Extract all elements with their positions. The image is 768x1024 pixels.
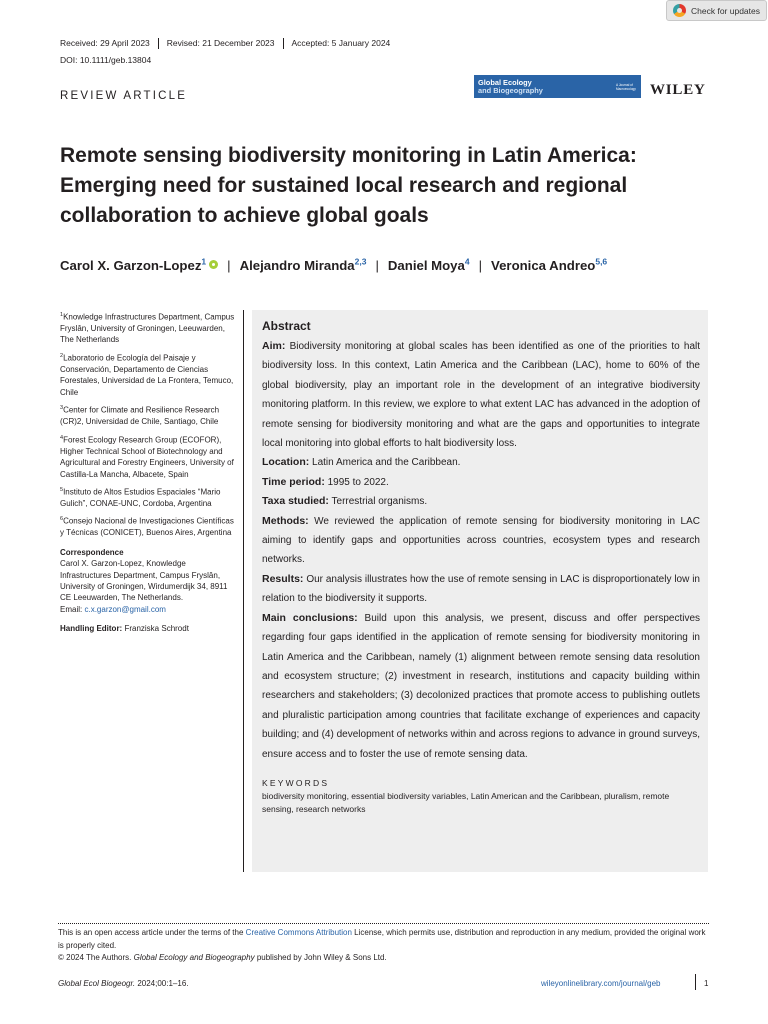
keywords-heading: KEYWORDS — [262, 777, 330, 788]
journal-name-line2: and Biogeography — [478, 85, 543, 95]
abstract-location: Location: Latin America and the Caribbean. — [262, 456, 461, 469]
accepted-date: Accepted: 5 January 2024 — [291, 38, 391, 48]
abstract-methods: Methods: We reviewed the application of remote sensing for biodiversity monitoring in LAC aiming to identify gaps and opportunities across countries, ecosystem types and research networks. — [262, 514, 700, 566]
author-separator: | — [375, 258, 379, 274]
abstract-results: Results: Our analysis illustrates how the use of remote sensing in LAC is disproportionately low in relation to the biodiversity it supports. — [262, 572, 700, 605]
license-text: This is an open access article under the terms of the Creative Commons Attribution License, which permits use, distribution and reproduction in any medium, provided the original work is properly cited. © 2024 The Authors. Global Ecology and Biogeography published by John Wiley & Sons Ltd. — [58, 928, 706, 963]
column-divider — [243, 310, 244, 872]
received-date: Received: 29 April 2023 — [60, 38, 159, 49]
license-link[interactable]: Creative Commons Attribution — [245, 928, 352, 937]
revised-date: Revised: 21 December 2023 — [159, 38, 284, 49]
orcid-icon[interactable] — [209, 260, 218, 269]
history-dates — [60, 38, 398, 49]
footer-separator — [695, 974, 696, 990]
footer-divider — [58, 923, 709, 924]
article-type: REVIEW ARTICLE — [60, 90, 188, 102]
email-link[interactable]: c.x.garzon@gmail.com — [84, 604, 166, 614]
keywords: biodiversity monitoring, essential biodiversity variables, Latin American and the Caribbean, pluralism, remote sensing, research networks — [262, 790, 670, 815]
handling-editor: Handling Editor: Franziska Schrodt — [60, 624, 189, 634]
journal-name — [474, 79, 616, 95]
author[interactable]: Alejandro Miranda$^{2,3}$ — [239, 257, 367, 274]
affiliation: $^5$Instituto de Altos Estudios Espaciales “Mario Gulich”, CONAE-UNC, Cordoba, Argentina — [60, 486, 221, 508]
affiliation: $^6$Consejo Nacional de Investigaciones Científicas y Técnicas (CONICET), Buenos Aires, Argentina — [60, 516, 234, 538]
check-for-updates-button[interactable] — [666, 0, 767, 21]
author[interactable]: Carol X. Garzon-Lopez$^1$ — [60, 257, 207, 274]
abstract-conclusions: Main conclusions: Build upon this analysis, we present, discuss and offer perspectives regarding four gaps identified in the application of remote sensing for biodiversity monitoring in Latin America and the Caribbean, namely (1) alignment between remote sensing data resolution and ecosystem structure; (2) investment in research, institutions and capacity building within researchers and stakeholders; (3) decolonized practices that promote access to publishing outlets and pluralistic participation among countries that facilitate exchange of experiences and capacity building; and (4) development of networks within and across regions to advance in ground surveys, ensure access and to foster the use of remote sensing data. — [262, 611, 701, 760]
citation: Global Ecol Biogeogr. 2024;00:1–16. — [58, 979, 189, 988]
publisher-logo[interactable]: WILEY — [650, 82, 706, 98]
doi[interactable]: DOI: 10.1111/geb.13804 — [60, 55, 152, 65]
author[interactable]: Daniel Moya$^4$ — [387, 257, 470, 274]
author-separator: | — [227, 258, 231, 274]
journal-logo[interactable] — [474, 75, 641, 98]
affiliations-column — [60, 310, 238, 640]
author[interactable]: Veronica Andreo$^{5,6}$ — [491, 257, 608, 274]
affiliation: $^1$Knowledge Infrastructures Department, Campus Fryslân, University of Groningen, Leeuwarden, The Netherlands — [60, 312, 235, 345]
correspondence-heading: Correspondence — [60, 547, 124, 557]
check-for-updates-label: Check for updates — [691, 5, 760, 16]
page-number: 1 — [704, 979, 709, 988]
affiliation: $^4$Forest Ecology Research Group (ECOFOR), Higher Technical School of Biotechnology and Agricultural and Forestry Engineers, University of Castilla-La Mancha, Albacete, Spain — [60, 434, 234, 479]
abstract-box — [252, 310, 708, 872]
author-list — [60, 257, 607, 273]
affiliation: $^3$Center for Climate and Resilience Research (CR)2, Universidad de Chile, Santiago, Chile — [60, 405, 220, 427]
author-separator: | — [478, 258, 483, 274]
abstract-taxa: Taxa studied: Terrestrial organisms. — [262, 495, 428, 508]
correspondence-text: Carol X. Garzon-Lopez, Knowledge Infrastructures Department, Campus Fryslân, University of Groningen, Wirdumerdijk 34, 8911 CE Leeuwarden, The Netherlands. Email: c.x.garzon@gmail.com — [60, 559, 228, 614]
article-title: Remote sensing biodiversity monitoring in Latin America: Emerging need for sustained local research and regional collaboration to achieve global goals — [60, 144, 637, 227]
abstract-heading: Abstract — [262, 319, 311, 333]
abstract-time-period: Time period: 1995 to 2022. — [262, 475, 389, 488]
crossmark-icon — [673, 4, 686, 17]
journal-name-line1: Global Ecology — [478, 77, 532, 87]
affiliation: $^2$Laboratorio de Ecología del Paisaje y Conservación, Departamento de Ciencias Forestales, Universidad de La Frontera, Temuco, Chile — [60, 352, 234, 397]
abstract-aim: Aim: Biodiversity monitoring at global scales has been identified as one of the priorities to halt biodiversity loss. In this context, Latin America and the Caribbean (LAC), home to 60% of the global biodiversity, play an important role in the development of an integrative biodiversity monitoring platform. In this review, we explore to what extent LAC has advanced in the adoption of remote sensing for biodiversity monitoring and what are the gaps and opportunities to integrate local monitoring into global efforts to halt biodiversity loss. — [262, 340, 701, 450]
journal-tagline: A Journal of Macroecology — [616, 82, 636, 91]
journal-url-link[interactable]: wileyonlinelibrary.com/journal/geb — [541, 979, 661, 988]
